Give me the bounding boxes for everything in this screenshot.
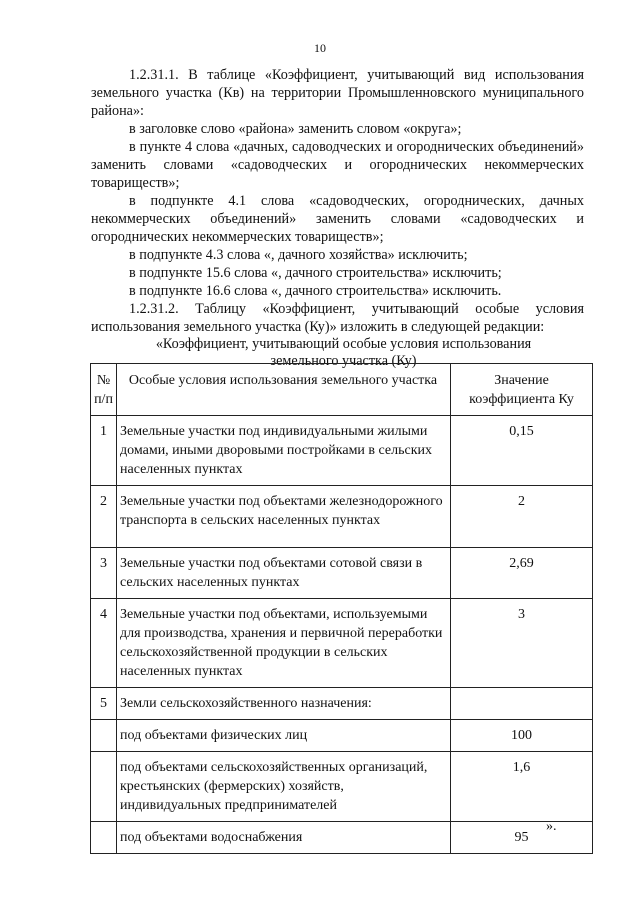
row-value bbox=[451, 688, 593, 720]
row-num: 5 bbox=[91, 688, 117, 720]
row-condition: Земельные участки под объектами, используемыми для производства, хранения и первичной переработки сельскохозяйственной продукции в сельских населенных пунктах bbox=[117, 599, 451, 688]
table-title-line-2: земельного участка (Ку) bbox=[270, 353, 417, 369]
row-value: 2 bbox=[451, 486, 593, 548]
row-condition: Земли сельскохозяйственного назначения: bbox=[117, 688, 451, 720]
table-row bbox=[91, 486, 593, 548]
row-num bbox=[91, 720, 117, 752]
table-title-line-1: «Коэффициент, учитывающий особые условия использования bbox=[155, 336, 532, 352]
row-num bbox=[91, 822, 117, 854]
paragraph-item-4: в пункте 4 слова «дачных, садоводческих и огороднических объединений» заменить словами «садоводческих и огороднических некоммерческих товариществ»; bbox=[91, 139, 584, 191]
coefficient-table bbox=[90, 363, 593, 854]
table-row bbox=[91, 599, 593, 688]
paragraph-subitem-16-6: в подпункте 16.6 слова «, дачного строительства» исключить. bbox=[129, 283, 502, 299]
row-value: 1,6 bbox=[451, 752, 593, 822]
paragraph-subitem-15-6: в подпункте 15.6 слова «, дачного строительства» исключить; bbox=[129, 265, 502, 281]
paragraph-1-2-31-1: 1.2.31.1. В таблице «Коэффициент, учитывающий вид использования земельного участка (Кв) на территории Промышленновского муниципального района»: bbox=[91, 67, 584, 119]
row-num: 3 bbox=[91, 548, 117, 599]
row-condition: Земельные участки под индивидуальными жилыми домами, иными дворовыми постройками в сельских населенных пунктах bbox=[117, 416, 451, 486]
header-num: № п/п bbox=[91, 364, 117, 416]
paragraph-subitem-4-1: в подпункте 4.1 слова «садоводческих, огороднических, дачных некоммерческих объединений» заменить словами «садоводческих и огороднических некоммерческих товариществ»; bbox=[91, 193, 584, 245]
document-body bbox=[91, 66, 584, 370]
table-header-row bbox=[91, 364, 593, 416]
row-value: 100 bbox=[451, 720, 593, 752]
paragraph-1-2-31-2: 1.2.31.2. Таблицу «Коэффициент, учитывающий особые условия использования земельного участка (Ку)» изложить в следующей редакции: bbox=[91, 301, 584, 335]
row-condition: под объектами водоснабжения bbox=[117, 822, 451, 854]
table-row bbox=[91, 416, 593, 486]
paragraph-title-change: в заголовке слово «района» заменить словом «округа»; bbox=[129, 121, 462, 137]
paragraph-subitem-4-3: в подпункте 4.3 слова «, дачного хозяйства» исключить; bbox=[129, 247, 468, 263]
header-condition: Особые условия использования земельного участка bbox=[117, 364, 451, 416]
table-row bbox=[91, 548, 593, 599]
row-num: 1 bbox=[91, 416, 117, 486]
row-condition: под объектами физических лиц bbox=[117, 720, 451, 752]
table-row bbox=[91, 822, 593, 854]
row-condition: Земельные участки под объектами сотовой связи в сельских населенных пунктах bbox=[117, 548, 451, 599]
table-row bbox=[91, 688, 593, 720]
page-number: 10 bbox=[314, 41, 326, 55]
row-value: 95 bbox=[451, 822, 593, 854]
header-value: Значение коэффициента Ку bbox=[451, 364, 593, 416]
table-row bbox=[91, 720, 593, 752]
row-num bbox=[91, 752, 117, 822]
closing-quote: ». bbox=[546, 819, 557, 834]
row-condition: под объектами сельскохозяйственных организаций, крестьянских (фермерских) хозяйств, индивидуальных предпринимателей bbox=[117, 752, 451, 822]
row-value: 3 bbox=[451, 599, 593, 688]
row-value: 2,69 bbox=[451, 548, 593, 599]
table-row bbox=[91, 752, 593, 822]
row-condition: Земельные участки под объектами железнодорожного транспорта в сельских населенных пунктах bbox=[117, 486, 451, 548]
row-num: 2 bbox=[91, 486, 117, 548]
row-value: 0,15 bbox=[451, 416, 593, 486]
row-num: 4 bbox=[91, 599, 117, 688]
